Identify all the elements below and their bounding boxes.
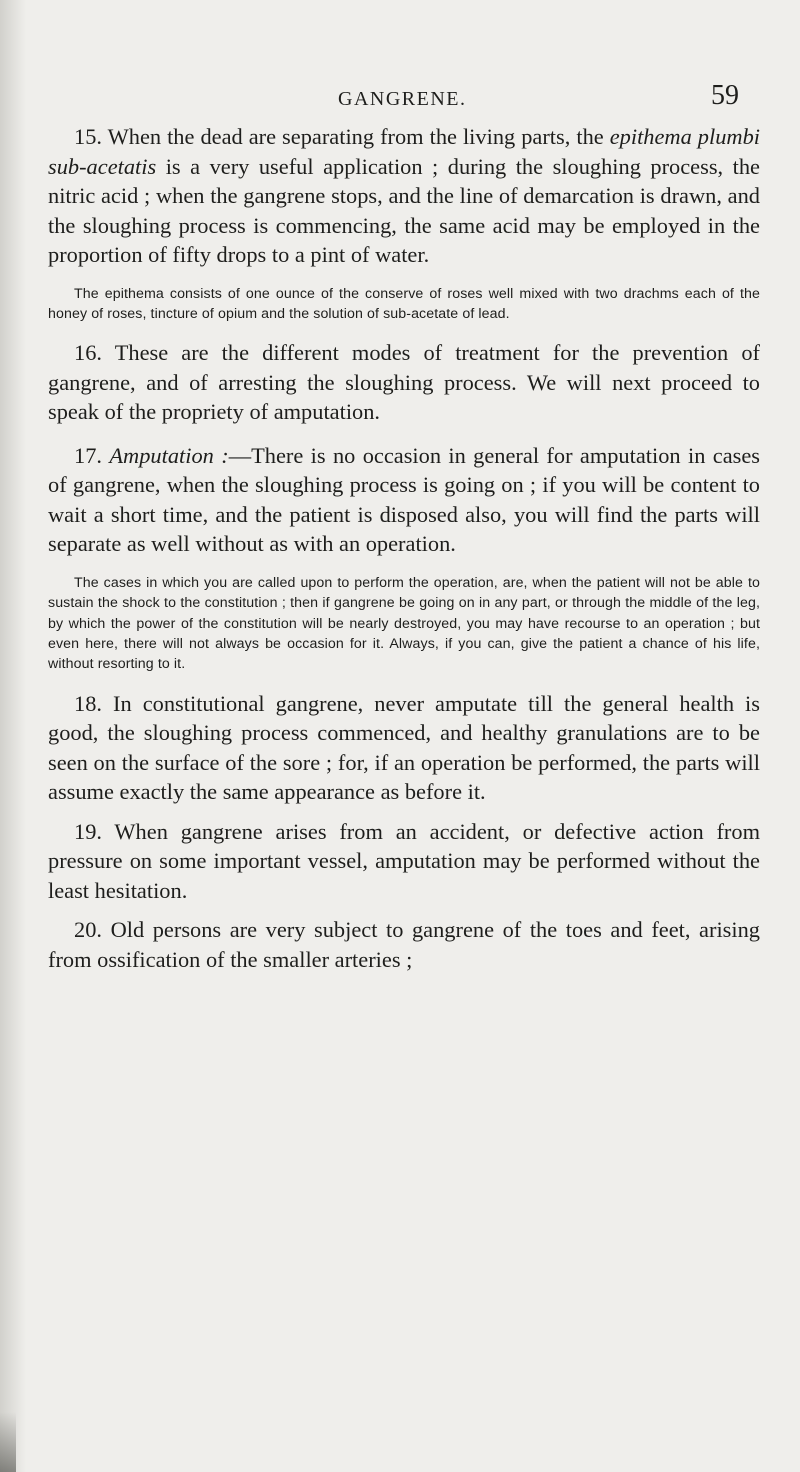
page-body	[48, 122, 760, 988]
paragraph-18: 18. In constitutional gangrene, never amputate till the general health is good, the sloughing process commenced, and healthy granulations are to be seen on the surface of the sore ; for, if an operation be performed, the parts will assume exactly the same appearance as before it.	[48, 690, 760, 805]
paragraph-number: 16.	[74, 340, 102, 366]
page-corner-shadow	[0, 1412, 16, 1472]
paragraph-number: 19.	[74, 818, 102, 844]
running-head: GANGRENE.	[338, 88, 467, 110]
paragraph-20: 20. Old persons are very subject to gangrene of the toes and feet, arising from ossification of the smaller arteries ;	[48, 917, 760, 972]
section-heading-amputation: Amputation :	[109, 442, 229, 468]
paragraph-number: 20.	[74, 917, 102, 943]
page-number: 59	[711, 80, 739, 111]
paragraph-17: 17. Amputation :—There is no occasion in general for amputation in cases of gangrene, when the sloughing process is going on ; if you will be content to wait a short time, and the patient is disposed also, you will find the parts will separate as well without as with an operation.	[48, 442, 760, 557]
paragraph-number: 15.	[74, 124, 102, 149]
footnote-operation-cases: The cases in which you are called upon to perform the operation, are, when the patient will not be able to sustain the shock to the constitution ; then if gangrene be going on in any part, or through the middle of the leg, by which the power of the constitution will be nearly destroyed, you may have recourse to an operation ; but even here, there will not always be occasion for it. Always, if you can, give the patient a chance of his life, without resorting to it.	[48, 574, 760, 673]
spine-shadow	[0, 0, 26, 1472]
paragraph-16: 16. These are the different modes of treatment for the prevention of gangrene, and of arresting the sloughing process. We will next proceed to speak of the propriety of amputation.	[48, 340, 760, 425]
paragraph-19: 19. When gangrene arises from an accident, or defective action from pressure on some important vessel, amputation may be performed without the least hesitation.	[48, 818, 760, 903]
footnote-epithema: The epithema consists of one ounce of the conserve of roses well mixed with two drachms each of the honey of roses, tincture of opium and the solution of sub-acetate of lead.	[48, 285, 760, 322]
paragraph-number: 18.	[74, 690, 102, 716]
paragraph-number: 17.	[74, 442, 102, 468]
paragraph-15: 15. When the dead are separating from the living parts, the epithema plumbi sub-acetatis is a very useful application ; during the sloughing process, the nitric acid ; when the gangrene stops, and the line of demarcation is drawn, and the sloughing process is commencing, the same acid may be employed in the proportion of fifty drops to a pint of water.	[48, 124, 760, 267]
latin-term: epithema plumbi sub-acetatis	[48, 124, 760, 179]
page-header	[0, 80, 800, 120]
